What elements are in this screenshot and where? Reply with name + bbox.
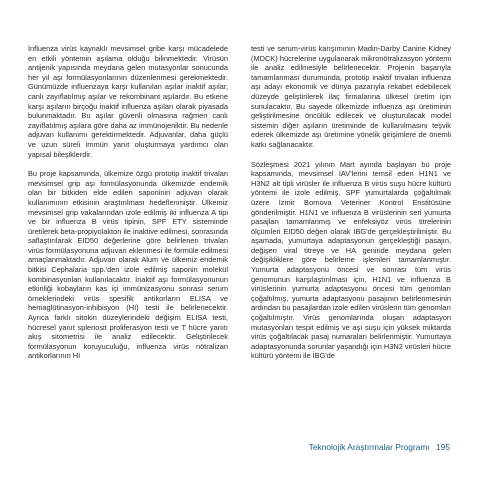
paragraph: İnfluenza virüs kaynaklı mevsimsel gribe karşı mücadelede en etkili yöntemin aşılama olduğu bilinmektedir. Virüsün antijenik yapısında meydana gelen mutasyonlar sonucunda her yıl aşı formülasyonlarının düzenlenmesi gerekmektedir. Günümüzde influenzaya karşı kullanılan aşılar inaktif aşılar, canlı zayıflatılmış aşılar ve rekombinant aşılardır. Bu etkene karşı aşıların birçoğu inaktif influenza aşıları olarak piyasada bulunmaktadır. Bu aşılar güvenli olmasına rağmen canlı zayıflatılmış aşılara göre daha az immünojeniktir. Bu nedenle adjuvan kullanımı gerektirmektedir. Adjuvanlar, daha güçlü ve uzun süreli immün yanıt oluşturmaya yardımcı olan yapısal bileşiklerdir. [28,44,228,159]
page-footer [309,442,450,452]
paragraph: Sözleşmesi 2021 yılının Mart ayında başlayan bu proje kapsamında, mevsimsel IAV'lerini temsil eden H1N1 ve H3N2 alt tipli virüsler ile influenza B virüs suşu hücre kültürü yöntemi ile izole edilmiş. SPF yumurtalarda çoğaltılmak üzere İzmir Bornova Veteriner Kontrol Enstitüsüne gönderilmiştir. H1N1 ve influenza B virüslerinin seri yumurta pasajları tamamlanmış ve enfeksiyöz virüs titrelerinin ölçümleri EID50 değeri olarak IBG'de gerçekleştirilmiştir. Bu aşamada, yumurtaya adaptasyonun gerçekleştiği pasajın, değişen viral titreye ve HA geninde meydana gelen değişikliklere göre belirleme işlemleri tamamlanmıştır. Yumurta adaptasyonu öncesi ve sonrası tüm virüs genomunun karşılaştırılması için, H1N1 ve influenza B virüslerinin yumurta adaptasyonu öncesi tüm genomları çoğaltılmış, yumurta adaptasyonu pasajının belirlenmesinin ardından bu pasajlardan izole edilen virüslerin tüm genomları çoğaltılmıştır. Virüs genomlarında oluşan adaptasyon mutasyonları tespit edilmiş ve aşı suşu için yüksek miktarda virüs çoğaltılacak pasaj numaraları belirlenmiştir. Yumurtaya adaptasyonunda sorunlar yaşandığı için H3N2 virüsleri hücre kültürü yöntemi ile İBG'de [251,159,451,361]
right-text-column [251,44,451,371]
paragraph: Bu proje kapsamında, ülkemize özgü prototip inaktif trivalan mevsimsel grip aşı formülasyonunda ülkemizde endemik olan bir bitkiden elde edilen saponinin adjuvan olarak kullanımının etkisinin araştırılması hedeflenmiştir. Ülkemiz mevsimsel grip vakalarından izole edilmiş iki influenza A tipi ve bir influenza B virüs tipinin, SPF ETY sisteminde üretilerek beta-propiyolakton ile inaktive edilmesi, sonrasında saflaştırılarak EID50 değerlerine göre belirlenen trivalan virüs formülasyonuna adjuvan eklenmesi ile formüle edilmesi amaçlanmaktadır. Adjuvan olarak Alum ve ülkemiz endemik bitkisi Cephalaria spp.'den izole edilmiş saponin molekül kombinasyonları kullanılacaktır. İnaktif aşı formülasyonunun etkinliği kobayların kas içi immünizasyonu sonrası serum örneklerindeki virüs spesifik antikorların ELISA ve hemaglütinasyon-inhibisyon (HI) testi ile belirlenecektir. Ayrıca farklı sitokin düzeylerindeki değişim ELISA testi, hücresel yanıt splenosit proliferasyon testi ve T hücre yanıtı akış sitometrisi ile analiz edilecektir. Geliştirilecek formülasyonun koruyuculuğu, influenza virüs nötralizan antikorlarının HI [28,169,228,361]
journal-title: Teknolojik Araştırmalar Programı [308,442,430,452]
page-number: 195 [436,442,450,452]
left-text-column [28,44,228,371]
paragraph: testi ve serum-virüs karışımının Madin-Darby Canine Kidney (MDCK) hücrelerine uygulanarak mikronötralizasyon yöntemi ile analiz edilmesiyle belirlenecektir. Projenin başarıyla tamamlanması durumunda, prototip inaktif trivalan influenza aşı adayı ekonomik ve dünya pazarıyla rekabet edebilecek düzeyde geliştirilerek ilaç firmalarına ülkesel üretim için sunulacaktır. Bu sayede ülkemizde influenza aşı üretiminin geliştirilmesine öncülük edilecek ve oluşturulacak model sistemin diğer aşıların üretiminde de kullanılmasını teşvik ederek ülkemizde aşı üretimine yönelik girişimlere de önemli katkı sağlanacaktır. [251,44,451,149]
